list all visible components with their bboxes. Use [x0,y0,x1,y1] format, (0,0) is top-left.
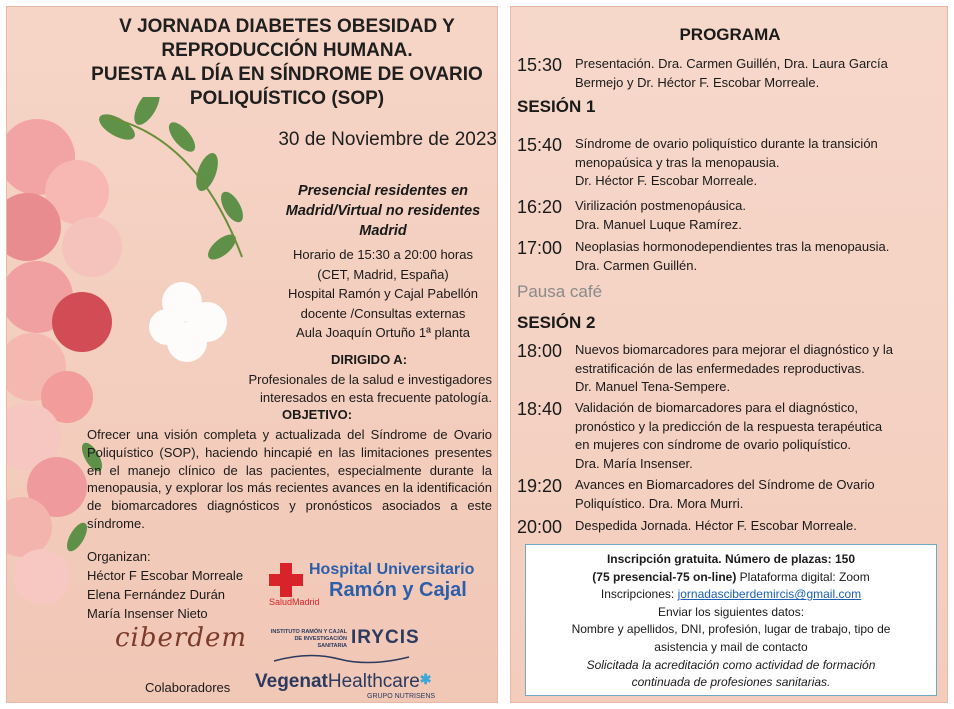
event-date: 30 de Noviembre de 2023 [278,129,497,150]
vegenat-wordmark: Vegenat [255,671,328,692]
desc-line: Neoplasias hormonodependientes tras la menopausia. [575,239,890,254]
hospital-logo-line2: Ramón y Cajal [329,579,467,601]
session-1-title: SESIÓN 1 [517,97,596,116]
desc-line: menopaúsica y tras la menopausia. [575,154,780,170]
desc-line: Avances en Biomarcadores del Síndrome de Ovario [575,477,875,492]
program-desc [575,517,937,536]
inscripciones-label: Inscripciones: [600,587,678,602]
organizer-name: Héctor F Escobar Morreale [87,568,244,583]
desc-line: Dra. Carmen Guillén. [575,257,698,273]
program-title: PROGRAMA [679,25,781,44]
program-time: 20:00 [517,517,563,537]
event-title [77,15,497,111]
ciberdem-logo: ciberdem [115,623,248,653]
title-line: POLIQUÍSTICO (SOP) [189,88,385,109]
registration-line: Solicitada la acreditación como actividad de formación [586,657,876,672]
program-time: 19:20 [517,476,563,496]
organizan-heading: Organizan: [87,549,151,564]
squiggle-icon [269,651,439,667]
title-line: V JORNADA DIABETES OBESIDAD Y [119,16,455,37]
program-desc [575,399,937,473]
dirigido-text [157,371,492,406]
irycis-subtitle: INSTITUTO RAMÓN Y CAJAL DE INVESTIGACIÓN SANITARIA [270,629,347,649]
desc-line: Despedida Jornada. Héctor F. Escobar Morreale. [575,518,857,533]
desc-line: Presentación. Dra. Carmen Guillén, Dra. Laura García [575,56,888,71]
registration-line: Enviar los siguientes datos: [657,604,805,619]
hospital-logo [269,559,498,609]
registration-email-link[interactable]: jornadasciberdemircis@gmail.com [677,587,862,602]
desc-line: Dr. Manuel Tena-Sempere. [575,379,731,394]
mode-line: Presencial residentes en [297,183,469,199]
irycis-wordmark: IRYCIS [351,627,420,648]
event-flyer-panel [6,6,498,703]
grupo-label: GRUPO NUTRISENS [367,693,436,700]
objetivo-text: Ofrecer una visión completa y actualizada del Síndrome de Ovario Poliquístico (SOP), haciendo hincapié en las limitaciones presentes en el manejo clínico de las pacientes, especialmente durante la menopausia, y explorar los más recientes avances en la identificación de biomarcadores diagnósticos y pronósticos asociados a este síndrome. [87,427,492,531]
program-desc [575,135,937,191]
asterisk-icon: ✱ [419,671,432,687]
saludmadrid-label: SaludMadrid [269,597,320,607]
program-time: 17:00 [517,238,563,258]
organizer-name: Elena Fernández Durán [87,587,226,602]
coffee-break: Pausa café [517,282,603,301]
desc-line: Dra. María Insenser. [575,455,693,471]
program-desc [575,238,937,275]
desc-line: Síndrome de ovario poliquístico durante la transición [575,136,878,151]
info-line: Horario de 15:30 a 20:00 horas [293,247,473,262]
desc-line: Nuevos biomarcadores para mejorar el diagnóstico y la [575,342,893,357]
info-line: Aula Joaquín Ortuño 1ª planta [296,325,470,340]
registration-line [526,586,936,604]
info-line: docente /Consultas externas [300,305,466,321]
mode-line: Madrid [359,223,407,239]
dirigido-line: interesados en esta frecuente patología. [260,389,492,405]
program-time: 16:20 [517,197,563,217]
info-line: (CET, Madrid, España) [317,266,449,282]
program-time: 15:30 [517,55,563,75]
cross-icon [269,563,303,597]
session-2-title: SESIÓN 2 [517,313,596,332]
desc-line: Dra. Manuel Luque Ramírez. [575,216,742,232]
title-line: REPRODUCCIÓN HUMANA. [161,40,413,61]
venue-info [269,245,497,343]
desc-line: en mujeres con síndrome de ovario poliquístico. [575,437,852,452]
desc-line: pronóstico y la predicción de la respuesta terapéutica [575,418,883,434]
title-line: PUESTA AL DÍA EN SÍNDROME DE OVARIO [91,64,483,85]
registration-line [526,569,936,587]
attendance-mode [269,181,497,241]
irycis-logo [269,627,439,667]
registration-line: Nombre y apellidos, DNI, profesión, lugar de trabajo, tipo de [571,622,891,637]
platform-text: Plataforma digital: Zoom [736,569,870,584]
healthcare-wordmark: Healthcare [327,671,420,692]
program-time: 18:00 [517,341,563,361]
program-time: 15:40 [517,135,563,155]
program-desc [575,197,937,234]
registration-box [525,544,937,696]
program-time: 18:40 [517,399,563,419]
desc-line: Dr. Héctor F. Escobar Morreale. [575,173,758,188]
info-line: Hospital Ramón y Cajal Pabellón [287,286,479,301]
program-desc [575,476,937,513]
desc-line: Virilización postmenopáusica. [575,198,747,213]
colaboradores-label: Colaboradores [145,680,231,695]
organizers [87,547,243,623]
registration-line: continuada de profesiones sanitarias. [631,675,831,690]
plazas-split: (75 presencial-75 on-line) [592,569,737,584]
mode-line: Madrid/Virtual no residentes [285,203,481,219]
registration-line: Inscripción gratuita. Número de plazas: 150 [606,552,856,566]
dirigido-line: Profesionales de la salud e investigadores [248,372,492,387]
program-panel [510,6,948,703]
desc-line: estratificación de las enfermedades reproductivas. [575,360,865,376]
program-desc [575,55,937,92]
desc-line: Validación de biomarcadores para el diagnóstico, [575,400,859,415]
dirigido-heading: DIRIGIDO A: [330,352,408,367]
objetivo-heading: OBJETIVO: [281,407,353,422]
desc-line: Poliquístico. Dra. Mora Murri. [575,495,744,511]
hospital-logo-line1: Hospital Universitario [309,561,475,578]
registration-line: asistencia y mail de contacto [654,639,808,654]
desc-line: Bermejo y Dr. Héctor F. Escobar Morreale. [575,74,820,90]
program-desc [575,341,937,397]
vegenat-logo [255,671,432,693]
organizer-name: María Insenser Nieto [87,606,208,621]
